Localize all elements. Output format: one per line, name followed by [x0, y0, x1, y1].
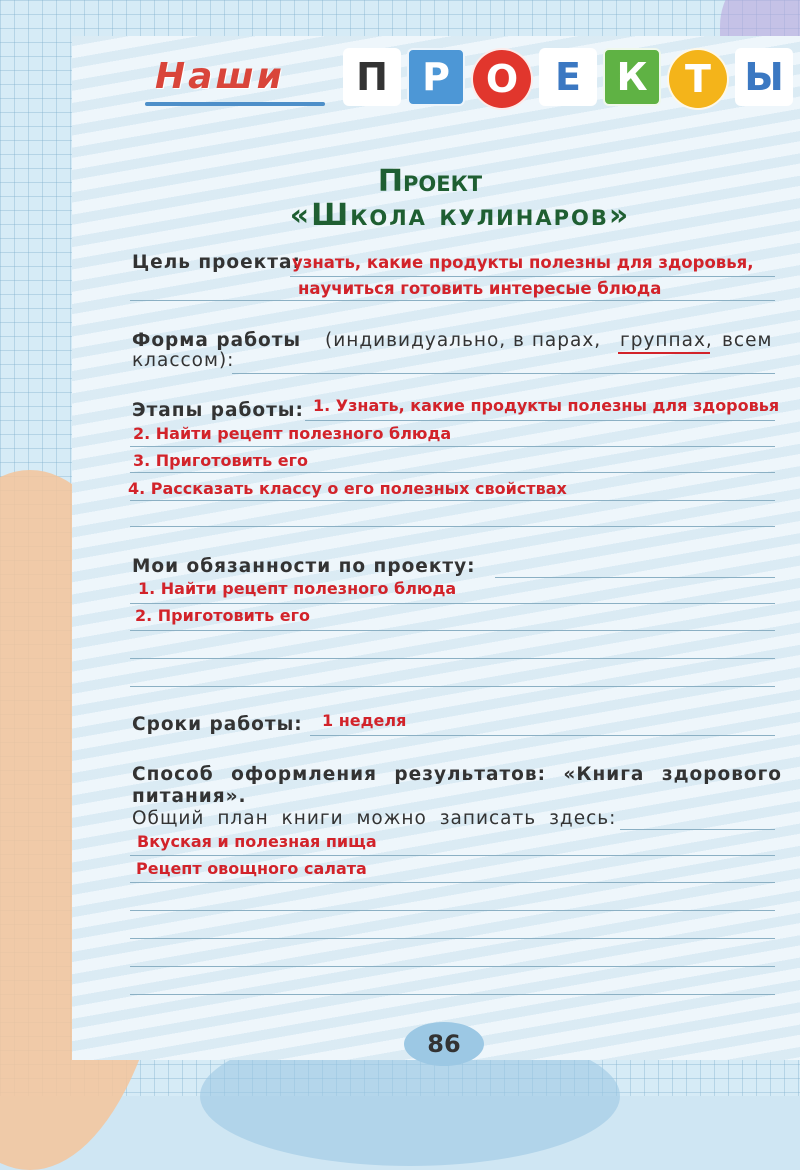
answer-line — [130, 603, 775, 604]
answer-line — [130, 994, 775, 995]
orange-letter-tile: Т — [667, 48, 729, 110]
answer-line — [305, 420, 775, 421]
answer-line — [130, 855, 775, 856]
title-line-2: «Школа кулинаров» — [289, 198, 631, 233]
answer-line — [130, 300, 775, 301]
letter-tile: Е — [539, 48, 597, 106]
header-underline — [145, 102, 325, 106]
stage-item[interactable]: 2. Найти рецепт полезного блюда — [133, 424, 452, 443]
stages-label: Этапы работы: — [132, 400, 304, 421]
answer-line — [130, 882, 775, 883]
answer-line — [130, 526, 775, 527]
deadline-label: Сроки работы: — [132, 714, 303, 735]
result-label-line-1: Способ оформления результатов: «Книга здорового — [132, 764, 782, 785]
duty-item[interactable]: 1. Найти рецепт полезного блюда — [138, 579, 457, 598]
title-line-1: Проект — [377, 164, 483, 199]
answer-line — [290, 276, 775, 277]
form-label: Форма работы — [132, 330, 302, 351]
answer-line — [310, 735, 775, 736]
header-proekty-tiles — [343, 48, 793, 110]
plan-item[interactable]: Рецепт овощного салата — [136, 859, 367, 878]
answer-line — [130, 658, 775, 659]
stage-item[interactable]: 1. Узнать, какие продукты полезны для здоровья — [313, 396, 780, 415]
form-options-b: всем — [722, 330, 773, 351]
section-header — [145, 38, 784, 118]
duties-label: Мои обязанности по проекту: — [132, 556, 476, 577]
plan-item[interactable]: Вкуская и полезная пища — [137, 832, 377, 851]
project-title — [0, 165, 800, 233]
stage-item[interactable]: 3. Приготовить его — [133, 451, 308, 470]
answer-line — [232, 373, 775, 374]
header-nashi: Наши — [155, 56, 285, 97]
letter-tile: Р — [407, 48, 465, 106]
answer-line — [495, 577, 775, 578]
page-number: 86 — [404, 1022, 484, 1066]
answer-line — [130, 966, 775, 967]
answer-line — [130, 446, 775, 447]
apple-letter-tile: О — [471, 48, 533, 110]
answer-line — [620, 829, 775, 830]
stage-item[interactable]: 4. Рассказать классу о его полезных свойствах — [128, 479, 567, 498]
goal-answer-line-2[interactable]: научиться готовить интересые блюда — [298, 279, 662, 298]
answer-line — [130, 500, 775, 501]
letter-tile: П — [343, 48, 401, 106]
form-options-a: (индивидуально, в парах, — [325, 330, 602, 351]
answer-line — [130, 938, 775, 939]
answer-line — [130, 686, 775, 687]
form-options-c: классом): — [132, 350, 235, 371]
goal-label: Цель проекта: — [132, 252, 301, 273]
answer-line — [130, 910, 775, 911]
duty-item[interactable]: 2. Приготовить его — [135, 606, 310, 625]
result-label-line-2: питания». — [132, 786, 247, 807]
letter-tile: К — [603, 48, 661, 106]
plan-prompt: Общий план книги можно записать здесь: — [132, 808, 617, 829]
goal-answer-line-1[interactable]: узнать, какие продукты полезны для здоровья, — [292, 253, 754, 272]
form-option-selected: группах, — [620, 330, 713, 351]
letter-tile: Ы — [735, 48, 793, 106]
selected-underline — [618, 352, 710, 354]
answer-line — [130, 630, 775, 631]
answer-line — [130, 472, 775, 473]
deadline-answer[interactable]: 1 неделя — [322, 711, 407, 730]
